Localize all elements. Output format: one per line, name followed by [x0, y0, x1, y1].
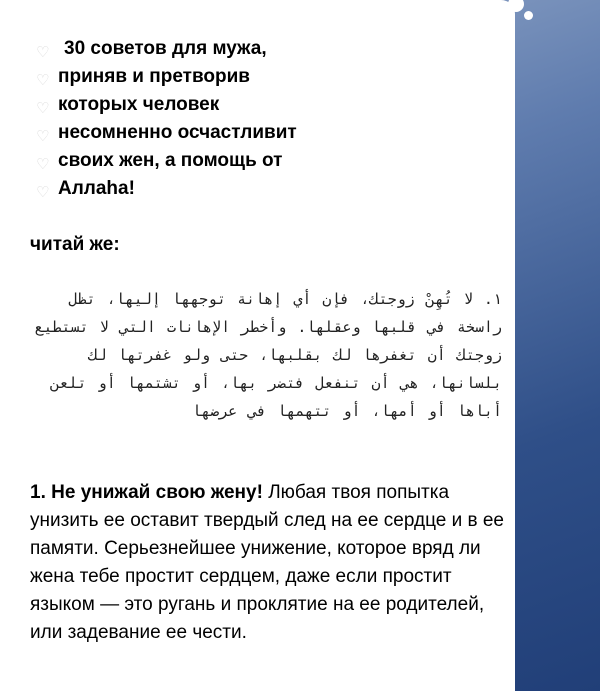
heart-icon: ♡ — [36, 155, 50, 173]
russian-paragraph — [30, 479, 510, 647]
read-label: читай же: — [30, 234, 120, 255]
title-line: которых человек — [58, 94, 220, 115]
title-line: своих жен, а помощь от — [58, 150, 283, 171]
russian-heading: 1. Не унижай свою жену! — [30, 482, 263, 503]
heart-icon: ♡ — [36, 183, 50, 201]
title-line: 30 советов для мужа, — [64, 38, 267, 59]
heart-icon: ♡ — [36, 99, 50, 117]
heart-icon-column — [36, 38, 49, 206]
heart-icon: ♡ — [36, 127, 50, 145]
arabic-paragraph: ١. لا تُهِنْ زوجتك، فإن أي إهانة توجهها إليها، تظل راسخة في قلبها وعقلها. وأخطر الإهانات التي لا تستطيع زوجتك أن تغفرها لك بقلبها، حتى ولو غفرتها لك بلسانها، هي أن تنفعل فتضر بها، أو تشتمها أو تلعن أباها أو أمها، أو تتهمها في عرضها — [34, 290, 502, 420]
message-title — [58, 35, 297, 203]
title-line: Аллаhа! — [58, 178, 135, 199]
heart-icon: ♡ — [36, 71, 50, 89]
background-dot-small — [524, 11, 533, 20]
title-line: приняв и претворив — [58, 66, 250, 87]
heart-icon: ♡ — [36, 43, 50, 61]
title-line: несомненно осчастливит — [58, 122, 297, 143]
russian-body: Любая твоя попытка унизить ее оставит твердый след на ее сердце и в ее памяти. Серьезнейшее унижение, которое вряд ли жена тебе простит сердцем, даже если простит языком — это ругань и проклятие на ее родителей, или задевание ее чести. — [30, 482, 504, 643]
